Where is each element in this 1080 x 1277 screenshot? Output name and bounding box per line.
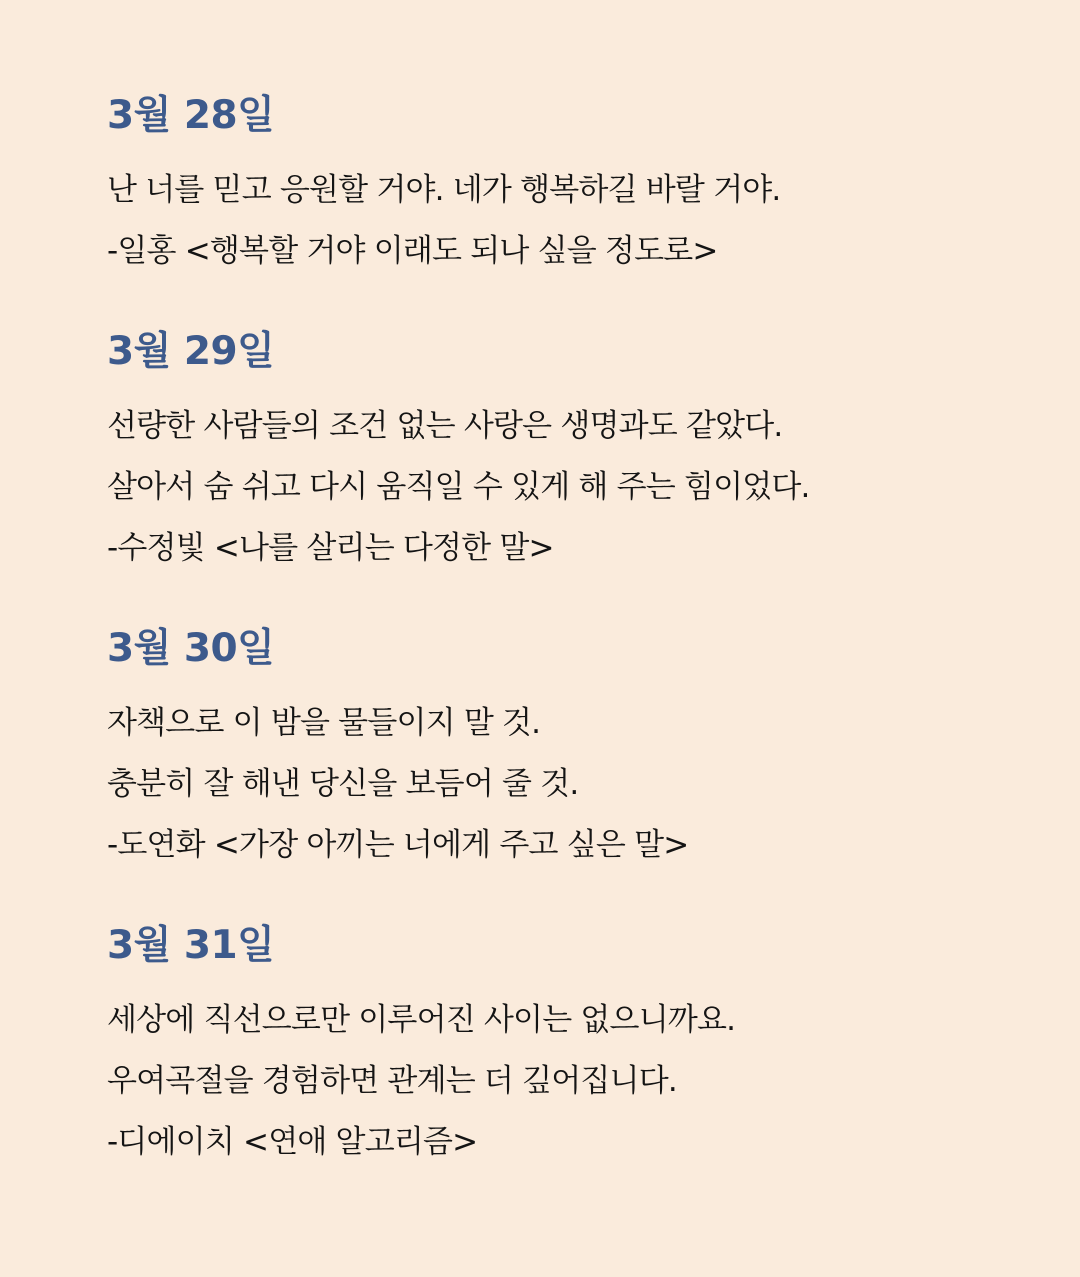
quote-line: 자책으로 이 밤을 물들이지 말 것. xyxy=(107,705,541,741)
quote-source: -디에이치 <연애 알고리즘> xyxy=(107,1124,478,1160)
quote-line: 충분히 잘 해낸 당신을 보듬어 줄 것. xyxy=(107,766,579,802)
quote-entry-mar-29 xyxy=(107,324,1047,579)
entry-date: 3월 28일 xyxy=(107,93,275,138)
quote-source: -수정빛 <나를 살리는 다정한 말> xyxy=(107,530,554,566)
quote-source: -도연화 <가장 아끼는 너에게 주고 싶은 말> xyxy=(107,827,689,863)
quote-line: 세상에 직선으로만 이루어진 사이는 없으니까요. xyxy=(107,1002,736,1038)
quote-line: 살아서 숨 쉬고 다시 움직일 수 있게 해 주는 힘이었다. xyxy=(107,469,810,505)
quote-line: 난 너를 믿고 응원할 거야. 네가 행복하길 바랄 거야. xyxy=(107,172,781,208)
quote-entry-mar-28 xyxy=(107,88,1047,282)
entry-date: 3월 30일 xyxy=(107,626,275,671)
quote-list xyxy=(107,88,1047,1173)
entry-date: 3월 31일 xyxy=(107,923,275,968)
quote-line: 선량한 사람들의 조건 없는 사랑은 생명과도 같았다. xyxy=(107,408,783,444)
quote-source: -일홍 <행복할 거야 이래도 되나 싶을 정도로> xyxy=(107,233,718,269)
quote-line: 우여곡절을 경험하면 관계는 더 깊어집니다. xyxy=(107,1063,677,1099)
quote-entry-mar-31 xyxy=(107,918,1047,1173)
entry-date: 3월 29일 xyxy=(107,329,275,374)
quote-entry-mar-30 xyxy=(107,621,1047,876)
